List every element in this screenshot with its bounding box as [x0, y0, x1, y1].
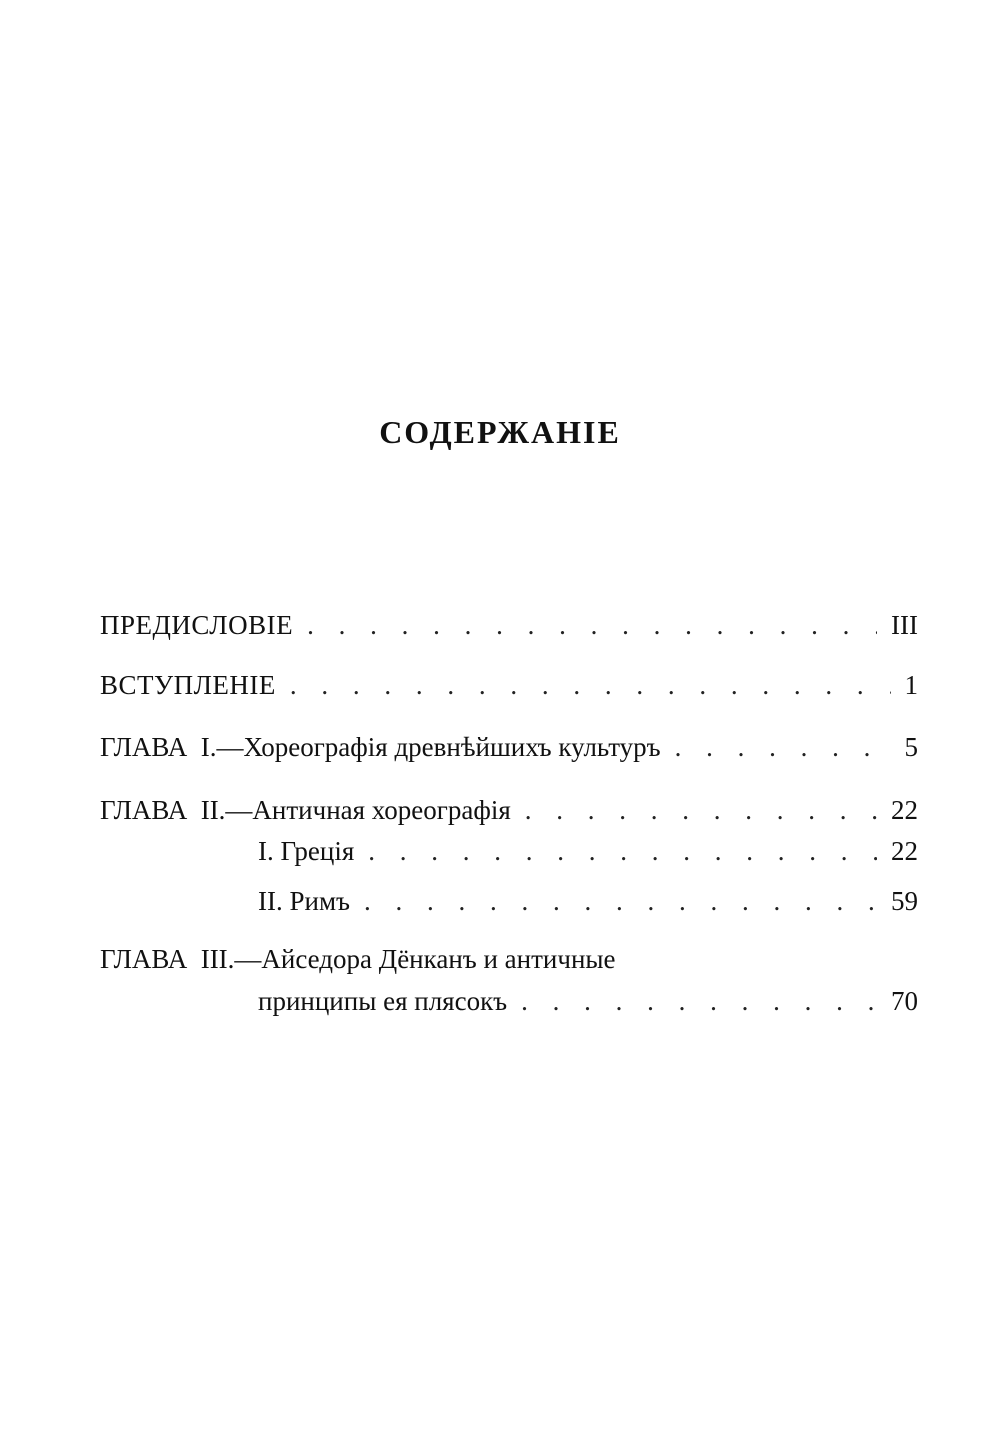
toc-entry-label: II. Римъ: [258, 886, 350, 916]
leader-dots: [364, 886, 877, 917]
toc-entry-page: 22: [891, 795, 918, 825]
toc-entry-preface: [100, 610, 918, 641]
toc-entry-label: ГЛАВА II.—Античная хореографія: [100, 795, 511, 825]
toc-entry-label: ВСТУПЛЕНІЕ: [100, 670, 276, 700]
toc-entry-chapter-3: [258, 986, 918, 1017]
toc-entry-section-greece: [258, 836, 918, 867]
leader-dots: [290, 670, 891, 701]
page-title: СОДЕРЖАНІЕ: [379, 414, 621, 450]
toc-entry-label: ПРЕДИСЛОВІЕ: [100, 610, 294, 640]
leader-dots: [368, 836, 877, 867]
toc-entry-label: I. Греція: [258, 836, 355, 866]
toc-entry-page: 1: [904, 670, 918, 700]
leader-dots: [307, 610, 877, 641]
toc-entry-page: III: [891, 610, 918, 640]
toc-entry-chapter-1: [100, 732, 918, 763]
toc-entry-page: 22: [891, 836, 918, 866]
leader-dots: [675, 732, 891, 763]
leader-dots: [525, 795, 877, 826]
toc-entry-label: ГЛАВА I.—Хореографія древнѣйшихъ культуръ: [100, 732, 661, 762]
toc-entry-page: 59: [891, 886, 918, 916]
toc-entry-page: 70: [891, 986, 918, 1016]
toc-entry-section-rome: [258, 886, 918, 917]
leader-dots: [521, 986, 877, 1017]
toc-entry-chapter-2: [100, 795, 918, 826]
toc-entry-introduction: [100, 670, 918, 701]
toc-entry-chapter-3-line-1: ГЛАВА III.—Айседора Дёнканъ и античные: [100, 944, 616, 974]
toc-entry-page: 5: [904, 732, 918, 762]
toc-entry-label: принципы ея плясокъ: [258, 986, 508, 1016]
